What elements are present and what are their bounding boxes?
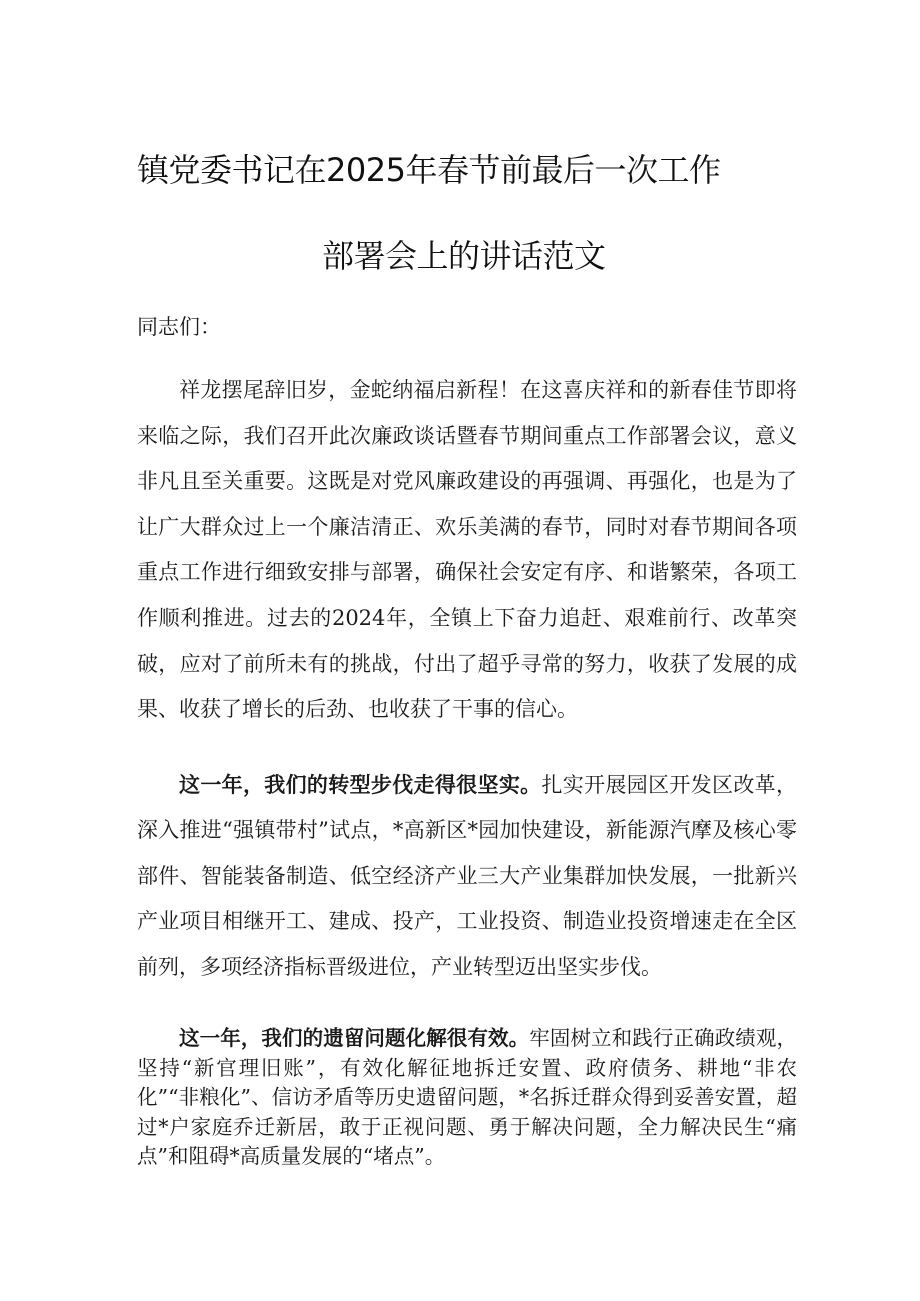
paragraph-lead: 这一年，我们的遗留问题化解很有效。	[179, 1026, 530, 1050]
paragraph-1	[137, 368, 797, 733]
salutation: 同志们：	[137, 315, 221, 339]
title-line-2: 部署会上的讲话范文	[322, 237, 606, 275]
paragraph-2	[137, 762, 797, 990]
paragraph-body: 牢固树立和践行正确政绩观，坚持“新官理旧账”，有效化解征地拆迁安置、政府债务、耕地“非农化”“非粮化”、信访矛盾等历史遗留问题，*名拆迁群众得到妥善安置，超过*户家庭乔迁新居，敢于正视问题、勇于解决问题，全力解决民生“痛点”和阻碍*高质量发展的“堵点”。	[137, 1026, 798, 1169]
paragraph-lead: 这一年，我们的转型步伐走得很坚实。	[179, 772, 542, 797]
title-line-1: 镇党委书记在2025年春节前最后一次工作	[137, 151, 721, 189]
paragraph-body: 扎实开展园区开发区改革，深入推进“强镇带村”试点，*高新区*园加快建设，新能源汽摩及核心零部件、智能装备制造、低空经济产业三大产业集群加快发展，一批新兴产业项目相继开工、建成、投产，工业投资、制造业投资增速走在全区前列，多项经济指标晋级进位，产业转型迈出坚实步伐。	[137, 773, 798, 979]
paragraph-3	[137, 1024, 797, 1172]
paragraph-body: 祥龙摆尾辞旧岁，金蛇纳福启新程！在这喜庆祥和的新春佳节即将来临之际，我们召开此次廉政谈话暨春节期间重点工作部署会议，意义非凡且至关重要。这既是对党风廉政建设的再强调、再强化，也是为了让广大群众过上一个廉洁清正、欢乐美满的春节，同时对春节期间各项重点工作进行细致安排与部署，确保社会安定有序、和谐繁荣，各项工作顺利推进。过去的2024年，全镇上下奋力追赶、艰难前行、改革突破，应对了前所未有的挑战，付出了超乎寻常的努力，收获了发展的成果、收获了增长的后劲、也收获了干事的信心。	[137, 378, 797, 722]
